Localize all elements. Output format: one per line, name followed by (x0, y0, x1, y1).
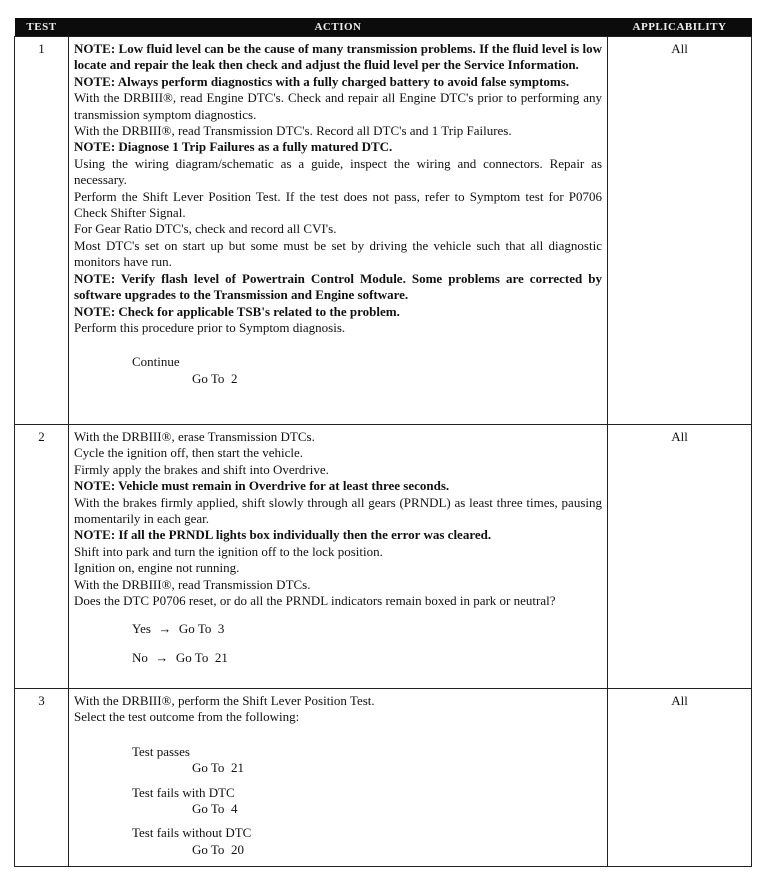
test-number: 3 (15, 689, 69, 867)
goto-target: 20 (230, 841, 244, 857)
instruction-text: Using the wiring diagram/schematic as a guide, inspect the wiring and connectors. Repair as necessary. (74, 155, 602, 188)
note-text: NOTE: Vehicle must remain in Overdrive for at least three seconds. (74, 478, 450, 494)
applicability: All (608, 425, 752, 689)
outcome-label: Continue (132, 354, 180, 370)
applicability: All (608, 689, 752, 867)
note-text: NOTE: Low fluid level can be the cause of many transmission problems. If the fluid level is low locate and repair the leak then check and adjust the fluid level per the Service Information. (74, 41, 602, 73)
goto-link[interactable] (192, 801, 602, 817)
action-cell (69, 37, 608, 425)
table-row (15, 689, 752, 867)
applicability: All (608, 37, 752, 425)
instruction-text: Ignition on, engine not running. (74, 560, 240, 576)
goto-target: 3 (217, 621, 225, 637)
goto-link[interactable] (192, 760, 602, 776)
instruction-text: Does the DTC P0706 reset, or do all the PRNDL indicators remain boxed in park or neutral? (74, 593, 556, 609)
table-row (15, 425, 752, 689)
outcome-label: Test fails with DTC (132, 784, 235, 800)
answer-option[interactable] (132, 621, 602, 637)
instruction-text: Most DTC's set on start up but some must be set by driving the vehicle such that all diagnostic monitors have run. (74, 237, 602, 270)
diagnostic-table (14, 18, 752, 867)
outcome-label: Test passes (132, 743, 190, 759)
instruction-text: With the DRBIII®, erase Transmission DTCs. (74, 429, 315, 444)
action-cell (69, 689, 608, 867)
header-action: ACTION (69, 18, 608, 37)
arrow-right-icon: → (155, 649, 169, 665)
goto-link[interactable] (192, 842, 602, 858)
goto-text: Go To (192, 760, 225, 776)
goto-text: Go To (192, 370, 225, 386)
instruction-text: With the DRBIII®, read Engine DTC's. Check and repair all Engine DTC's prior to performing any transmission symptom diagnostics. (74, 90, 602, 122)
goto-text: Go To (178, 621, 212, 637)
outcome-label: Test fails without DTC (132, 825, 252, 841)
instruction-text: Shift into park and turn the ignition off to the lock position. (74, 543, 383, 559)
goto-target: 2 (230, 370, 238, 386)
spacer (74, 336, 602, 346)
header-test: TEST (15, 18, 69, 37)
instruction-text: With the DRBIII®, read Transmission DTCs. (74, 576, 311, 592)
note-text: NOTE: Diagnose 1 Trip Failures as a fully matured DTC. (74, 139, 393, 155)
instruction-text: With the DRBIII®, perform the Shift Lever Position Test. (74, 693, 375, 708)
goto-text: Go To (192, 841, 225, 857)
instruction-text: For Gear Ratio DTC's, check and record all CVI's. (74, 221, 337, 237)
note-text: NOTE: If all the PRNDL lights box individually then the error was cleared. (74, 527, 492, 543)
test-number: 2 (15, 425, 69, 689)
instruction-text: With the DRBIII®, read Transmission DTC's. Record all DTC's and 1 Trip Failures. (74, 123, 512, 139)
answer-label: No (132, 649, 148, 665)
goto-text: Go To (192, 801, 225, 817)
arrow-right-icon: → (158, 621, 172, 637)
note-text: NOTE: Check for applicable TSB's related to the problem. (74, 303, 400, 319)
instruction-text: With the brakes firmly applied, shift slowly through all gears (PRNDL) as least three times, pausing momentarily in each gear. (74, 494, 602, 527)
instruction-text: Select the test outcome from the following: (74, 709, 300, 725)
answer-option[interactable] (132, 650, 602, 666)
test-number: 1 (15, 37, 69, 425)
action-cell (69, 425, 608, 689)
goto-text: Go To (175, 649, 209, 665)
goto-target: 21 (230, 760, 244, 776)
instruction-text: Firmly apply the brakes and shift into Overdrive. (74, 461, 329, 477)
header-applicability: APPLICABILITY (608, 18, 752, 37)
table-row (15, 37, 752, 425)
instruction-text: Perform the Shift Lever Position Test. If the test does not pass, refer to Symptom test for P0706 Check Shifter Signal. (74, 188, 602, 221)
note-text: NOTE: Verify flash level of Powertrain Control Module. Some problems are corrected by software upgrades to the Transmission and Engine software. (74, 270, 602, 303)
note-text: NOTE: Always perform diagnostics with a fully charged battery to avoid false symptoms. (74, 73, 570, 89)
instruction-text: Cycle the ignition off, then start the vehicle. (74, 445, 304, 461)
goto-link[interactable] (192, 371, 602, 387)
spacer (74, 726, 602, 736)
goto-target: 4 (230, 801, 238, 817)
goto-target: 21 (214, 649, 228, 665)
instruction-text: Perform this procedure prior to Symptom diagnosis. (74, 319, 346, 335)
answer-label: Yes (132, 621, 151, 637)
